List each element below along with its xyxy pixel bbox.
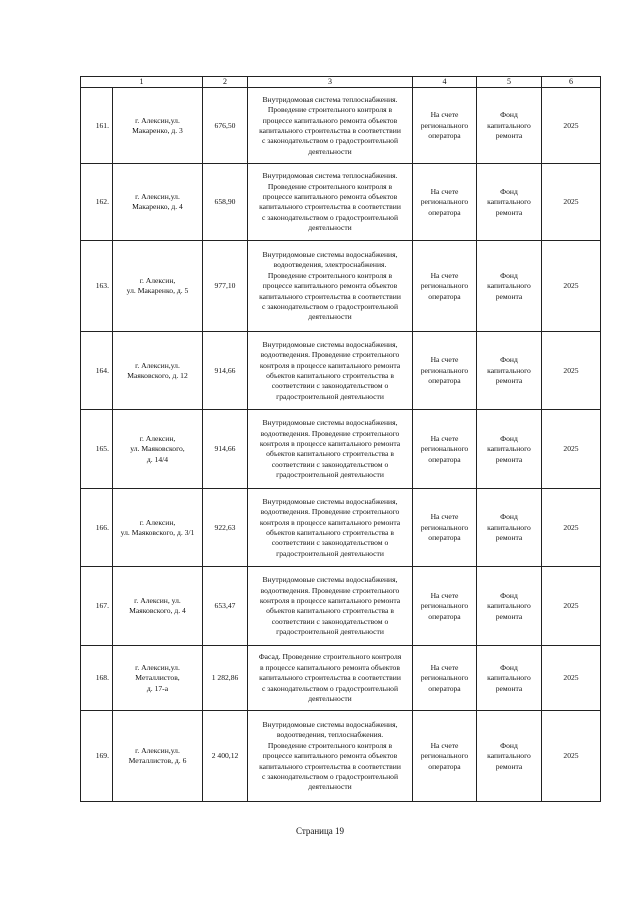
text-line: Фонд (500, 740, 518, 750)
text-line: процессе капитального ремонта объектов (262, 751, 398, 761)
text-line: оператора (428, 376, 461, 386)
text-line: градостроительной деятельности (276, 391, 384, 401)
text-line: оператора (428, 131, 461, 141)
text-line: градостроительной деятельности (276, 548, 384, 558)
area-value: 658,90 (203, 164, 248, 241)
funding-source (477, 711, 542, 802)
row-number: 169. (81, 711, 113, 802)
area-value: 914,66 (203, 410, 248, 489)
text-line: ремонта (495, 291, 523, 301)
address-line-1: г. Алексин, (139, 517, 176, 527)
year-value: 2025 (542, 489, 601, 567)
col-header-5: 5 (477, 77, 542, 88)
year-value: 2025 (542, 332, 601, 410)
funding-source (477, 567, 542, 646)
table-row (81, 164, 601, 241)
text-line: ремонта (495, 611, 523, 621)
text-line: деятельности (308, 782, 352, 792)
address-cell (113, 332, 203, 410)
funding-source (477, 241, 542, 332)
text-line: градостроительной деятельности (276, 470, 384, 480)
year-value: 2025 (542, 410, 601, 489)
text-line: ремонта (495, 131, 523, 141)
financing-method (413, 410, 477, 489)
text-line: На счете (430, 433, 459, 443)
text-line: Фонд (500, 662, 518, 672)
text-line: На счете (430, 590, 459, 600)
text-line: оператора (428, 454, 461, 464)
text-line: водоотведения. Проведение строительного (260, 350, 400, 360)
work-description (248, 567, 413, 646)
year-value: 2025 (542, 164, 601, 241)
text-line: Внутридомовые системы водоснабжения, (262, 339, 398, 349)
text-line: Фонд (500, 512, 518, 522)
text-line: капитального (487, 444, 531, 454)
address-line-2: Макаренко, д. 4 (132, 202, 183, 212)
text-line: капитального (487, 197, 531, 207)
text-line: регионального (420, 444, 469, 454)
text-line: регионального (420, 673, 469, 683)
text-line: Проведение строительного контроля в (267, 740, 393, 750)
text-line: контроля в процессе капитального ремонта (259, 360, 401, 370)
address-line-2: ул. Макаренко, д. 5 (126, 286, 189, 296)
text-line: Проведение строительного контроля в (267, 181, 393, 191)
text-line: оператора (428, 533, 461, 543)
text-line: капитального (487, 601, 531, 611)
year-value: 2025 (542, 88, 601, 164)
text-line: оператора (428, 611, 461, 621)
text-line: регионального (420, 751, 469, 761)
year-value: 2025 (542, 646, 601, 711)
address-cell (113, 164, 203, 241)
table-row (81, 410, 601, 489)
text-line: капитального (487, 120, 531, 130)
address-line-2: ул. Маяковского, (130, 444, 185, 454)
table-row (81, 332, 601, 410)
text-line: капитального строительства в соответствии (259, 673, 401, 683)
text-line: водоотведения. Проведение строительного (260, 585, 400, 595)
text-line: Внутридомовые системы водоснабжения, (262, 496, 398, 506)
area-value: 1 282,86 (203, 646, 248, 711)
row-number: 166. (81, 489, 113, 567)
financing-method (413, 646, 477, 711)
text-line: градостроительной деятельности (276, 627, 384, 637)
text-line: регионального (420, 365, 469, 375)
text-line: Внутридомовые системы водоснабжения, (262, 575, 398, 585)
address-cell (113, 646, 203, 711)
table-row (81, 711, 601, 802)
work-description (248, 332, 413, 410)
address-line-2: Металлистов, д. 6 (128, 756, 187, 766)
text-line: Фонд (500, 355, 518, 365)
address-line-2: Маяковского, д. 4 (129, 606, 186, 616)
year-value: 2025 (542, 711, 601, 802)
row-number: 164. (81, 332, 113, 410)
text-line: Внутридомовые системы водоснабжения, (262, 249, 398, 259)
work-description (248, 489, 413, 567)
address-line-1: г. Алексин,ул. (135, 662, 180, 672)
financing-method (413, 332, 477, 410)
text-line: процессе капитального ремонта объектов (262, 281, 398, 291)
text-line: оператора (428, 291, 461, 301)
table-row (81, 567, 601, 646)
column-number-row (81, 77, 601, 88)
financing-method (413, 164, 477, 241)
text-line: деятельности (308, 694, 352, 704)
text-line: контроля в процессе капитального ремонта (259, 517, 401, 527)
text-line: водоотведения. Проведение строительного (260, 507, 400, 517)
funding-source (477, 164, 542, 241)
text-line: капитального (487, 673, 531, 683)
work-description (248, 88, 413, 164)
row-number: 162. (81, 164, 113, 241)
text-line: водоотведения. Проведение строительного (260, 428, 400, 438)
work-description (248, 164, 413, 241)
text-line: Внутридомовая система теплоснабжения. (262, 171, 398, 181)
page-number: Страница 19 (295, 826, 345, 836)
address-cell (113, 241, 203, 332)
text-line: Внутридомовые системы водоснабжения, (262, 719, 398, 729)
address-line-1: г. Алексин,ул. (135, 360, 180, 370)
address-line-1: г. Алексин,ул. (135, 115, 180, 125)
address-cell (113, 711, 203, 802)
text-line: Фонд (500, 433, 518, 443)
text-line: водоотведения, теплоснабжения. (276, 730, 384, 740)
text-line: На счете (430, 110, 459, 120)
text-line: объектов капитального строительства в (266, 527, 394, 537)
work-description (248, 646, 413, 711)
text-line: в процессе капитального ремонта объектов (260, 662, 400, 672)
area-value: 676,50 (203, 88, 248, 164)
text-line: На счете (430, 740, 459, 750)
row-number: 165. (81, 410, 113, 489)
funding-source (477, 646, 542, 711)
area-value: 914,66 (203, 332, 248, 410)
work-description (248, 410, 413, 489)
area-value: 2 400,12 (203, 711, 248, 802)
financing-method (413, 88, 477, 164)
text-line: ремонта (495, 454, 523, 464)
text-line: Внутридомовая система теплоснабжения. (262, 94, 398, 104)
text-line: оператора (428, 207, 461, 217)
address-line-3: д. 14/4 (146, 454, 169, 464)
funding-source (477, 88, 542, 164)
text-line: контроля в процессе капитального ремонта (259, 596, 401, 605)
address-cell (113, 410, 203, 489)
text-line: водоотведения, электроснабжения. (273, 260, 387, 270)
address-line-1: г. Алексин, (139, 433, 176, 443)
text-line: На счете (430, 355, 459, 365)
text-line: Проведение строительного контроля в (267, 270, 393, 280)
text-line: соответствии с законодательством о (271, 616, 389, 626)
text-line: регионального (420, 281, 469, 291)
text-line: оператора (428, 761, 461, 771)
year-value: 2025 (542, 241, 601, 332)
col-header-6: 6 (542, 77, 601, 88)
address-cell (113, 489, 203, 567)
text-line: На счете (430, 512, 459, 522)
text-line: регионального (420, 601, 469, 611)
financing-method (413, 567, 477, 646)
funding-source (477, 410, 542, 489)
table-row (81, 241, 601, 332)
financing-method (413, 489, 477, 567)
text-line: соответствии с законодательством о (271, 459, 389, 469)
text-line: процессе капитального ремонта объектов (262, 192, 398, 201)
text-line: капитального (487, 751, 531, 761)
text-line: капитального строительства в соответствии (259, 291, 401, 301)
text-line: контроля в процессе капитального ремонта (259, 439, 401, 448)
text-line: процессе капитального ремонта объектов (262, 115, 398, 125)
col-header-3: 3 (248, 77, 413, 88)
address-line-1: г. Алексин, (139, 276, 176, 285)
work-description (248, 711, 413, 802)
year-value: 2025 (542, 567, 601, 646)
text-line: с законодательством о градостроительной (261, 683, 399, 693)
financing-method (413, 711, 477, 802)
funding-source (477, 489, 542, 567)
row-number: 163. (81, 241, 113, 332)
text-line: регионального (420, 522, 469, 532)
text-line: На счете (430, 662, 459, 672)
text-line: капитального (487, 281, 531, 291)
text-line: деятельности (308, 146, 352, 156)
text-line: На счете (430, 186, 459, 196)
text-line: На счете (430, 270, 459, 280)
text-line: соответствии с законодательством о (271, 381, 389, 391)
text-line: ремонта (495, 761, 523, 771)
area-value: 977,10 (203, 241, 248, 332)
col-header-4: 4 (413, 77, 477, 88)
area-value: 653,47 (203, 567, 248, 646)
table-row (81, 646, 601, 711)
text-line: Фонд (500, 270, 518, 280)
address-line-3: д. 17-а (146, 683, 169, 693)
text-line: объектов капитального строительства в (266, 449, 394, 459)
text-line: деятельности (308, 223, 352, 233)
text-line: ремонта (495, 376, 523, 386)
text-line: объектов капитального строительства в (266, 370, 394, 380)
text-line: Фонд (500, 590, 518, 600)
text-line: с законодательством о градостроительной (261, 302, 399, 312)
row-number: 161. (81, 88, 113, 164)
text-line: капитального строительства в соответствии (259, 125, 401, 135)
text-line: Проведение строительного контроля в (267, 105, 393, 115)
text-line: капитального (487, 522, 531, 532)
text-line: ремонта (495, 207, 523, 217)
text-line: регионального (420, 120, 469, 130)
financing-method (413, 241, 477, 332)
text-line: с законодательством о градостроительной (261, 212, 399, 222)
work-description (248, 241, 413, 332)
text-line: с законодательством о градостроительной (261, 772, 399, 782)
address-line-2: Макаренко, д. 3 (132, 125, 183, 135)
text-line: Фонд (500, 186, 518, 196)
address-cell (113, 88, 203, 164)
text-line: капитального строительства в соответствии (259, 761, 401, 771)
address-line-2: ул. Маяковского, д. 3/1 (120, 527, 195, 537)
address-line-2: Маяковского, д. 12 (127, 370, 188, 380)
text-line: капитального строительства в соответствии (259, 202, 401, 212)
text-line: Фонд (500, 110, 518, 120)
text-line: регионального (420, 197, 469, 207)
text-line: ремонта (495, 683, 523, 693)
text-line: ремонта (495, 533, 523, 543)
address-cell (113, 567, 203, 646)
text-line: Фасад. Проведение строительного контроля (258, 652, 402, 662)
col-header-1: 1 (81, 77, 203, 88)
text-line: соответствии с законодательством о (271, 538, 389, 548)
row-number: 168. (81, 646, 113, 711)
address-line-1: г. Алексин,ул. (135, 746, 180, 755)
table-row (81, 88, 601, 164)
text-line: объектов капитального строительства в (266, 606, 394, 616)
repair-plan-table (80, 76, 601, 802)
funding-source (477, 332, 542, 410)
table-row (81, 489, 601, 567)
col-header-2: 2 (203, 77, 248, 88)
text-line: капитального (487, 365, 531, 375)
row-number: 167. (81, 567, 113, 646)
text-line: Внутридомовые системы водоснабжения, (262, 418, 398, 428)
address-line-1: г. Алексин,ул. (135, 192, 180, 201)
text-line: деятельности (308, 312, 352, 322)
area-value: 922,63 (203, 489, 248, 567)
address-line-1: г. Алексин, ул. (134, 596, 181, 605)
address-line-2: Металлистов, (135, 673, 180, 683)
text-line: оператора (428, 683, 461, 693)
text-line: с законодательством о градостроительной (261, 136, 399, 146)
